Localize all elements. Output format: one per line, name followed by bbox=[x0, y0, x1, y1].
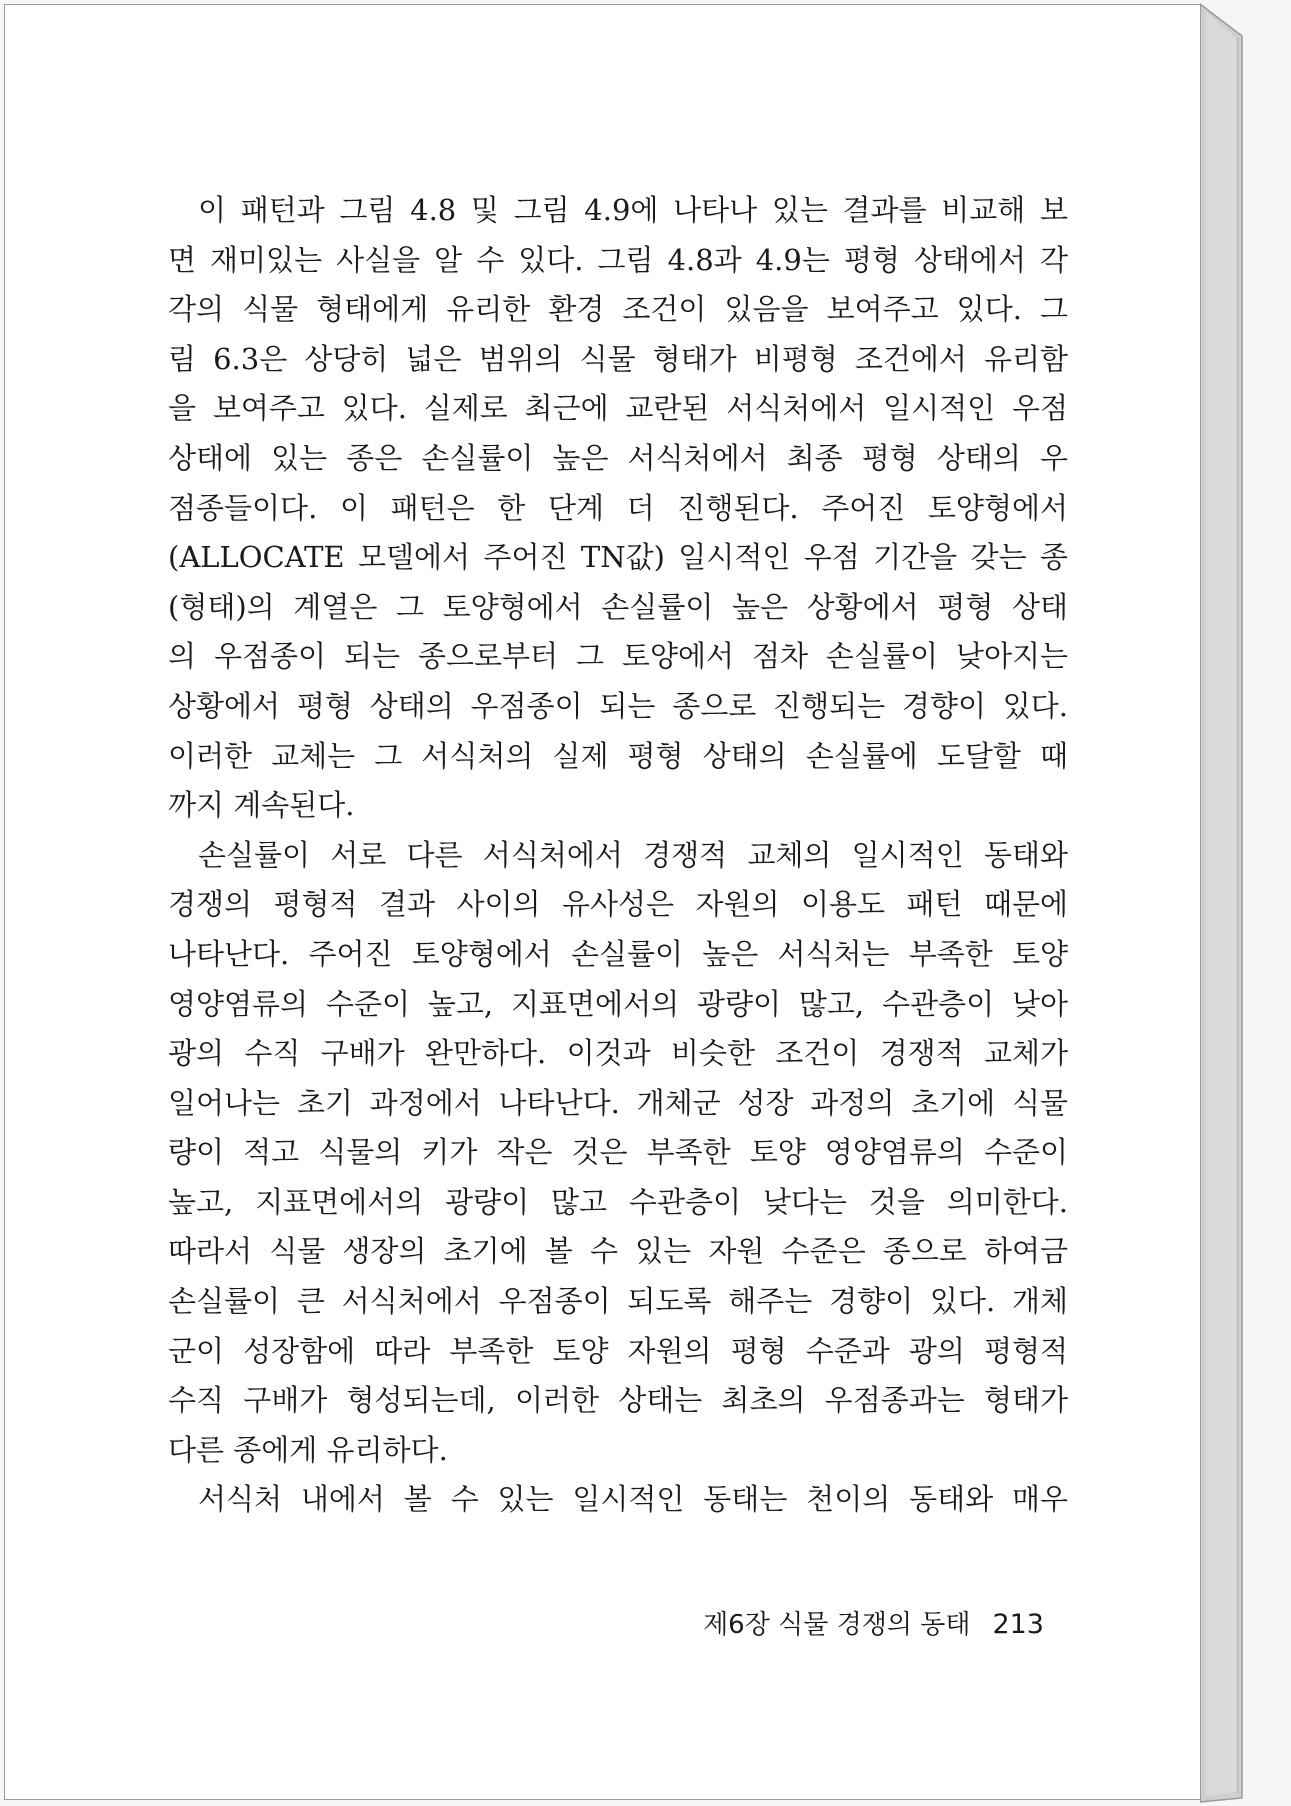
text-line: 다른 종에게 유리하다. bbox=[168, 1432, 448, 1467]
text-line: 이러한 교체는 그 서식처의 실제 평형 상태의 손실률에 도달할 때 bbox=[168, 738, 1068, 773]
text-line: 군이 성장함에 따라 부족한 토양 자원의 평형 수준과 광의 평형적 bbox=[168, 1333, 1068, 1368]
chapter-title: 제6장 식물 경쟁의 동태 bbox=[703, 1610, 971, 1640]
text-line: 높고, 지표면에서의 광량이 많고 수관층이 낮다는 것을 의미한다. bbox=[168, 1184, 1068, 1219]
text-line: 의 우점종이 되는 종으로부터 그 토양에서 점차 손실률이 낮아지는 bbox=[168, 639, 1068, 674]
text-line: 상황에서 평형 상태의 우점종이 되는 종으로 진행되는 경향이 있다. bbox=[168, 688, 1068, 723]
text-line: 광의 수직 구배가 완만하다. 이것과 비슷한 조건이 경쟁적 교체가 bbox=[168, 1036, 1068, 1071]
text-line: 수직 구배가 형성되는데, 이러한 상태는 최초의 우점종과는 형태가 bbox=[168, 1383, 1068, 1418]
text-line: 면 재미있는 사실을 알 수 있다. 그림 4.8과 4.9는 평형 상태에서 각 bbox=[168, 242, 1068, 277]
text-line: 량이 적고 식물의 키가 작은 것은 부족한 토양 영양염류의 수준이 bbox=[168, 1135, 1068, 1170]
page-number: 213 bbox=[992, 1609, 1044, 1640]
text-line: (ALLOCATE 모델에서 주어진 TN값) 일시적인 우점 기간을 갖는 종 bbox=[168, 540, 1068, 575]
text-line: 을 보여주고 있다. 실제로 최근에 교란된 서식처에서 일시적인 우점 bbox=[168, 391, 1068, 426]
text-line: 각의 식물 형태에게 유리한 환경 조건이 있음을 보여주고 있다. 그 bbox=[168, 292, 1068, 327]
text-line: 점종들이다. 이 패턴은 한 단계 더 진행된다. 주어진 토양형에서 bbox=[168, 490, 1068, 525]
text-line: 상태에 있는 종은 손실률이 높은 서식처에서 최종 평형 상태의 우 bbox=[168, 440, 1068, 475]
text-line: 손실률이 큰 서식처에서 우점종이 되도록 해주는 경향이 있다. 개체 bbox=[168, 1284, 1068, 1319]
text-line: 따라서 식물 생장의 초기에 볼 수 있는 자원 수준은 종으로 하여금 bbox=[168, 1234, 1068, 1269]
text-line: 일어나는 초기 과정에서 나타난다. 개체군 성장 과정의 초기에 식물 bbox=[168, 1085, 1068, 1120]
text-line: 서식처 내에서 볼 수 있는 일시적인 동태는 천이의 동태와 매우 bbox=[198, 1482, 1068, 1517]
body-text bbox=[168, 186, 1068, 1525]
text-line: 나타난다. 주어진 토양형에서 손실률이 높은 서식처는 부족한 토양 bbox=[168, 936, 1068, 971]
text-line: 손실률이 서로 다른 서식처에서 경쟁적 교체의 일시적인 동태와 bbox=[198, 837, 1068, 872]
text-line: 림 6.3은 상당히 넓은 범위의 식물 형태가 비평형 조건에서 유리함 bbox=[168, 341, 1068, 376]
text-line: 이 패턴과 그림 4.8 및 그림 4.9에 나타나 있는 결과를 비교해 보 bbox=[198, 193, 1068, 227]
book-edge bbox=[1200, 0, 1244, 1806]
text-line: 경쟁의 평형적 결과 사이의 유사성은 자원의 이용도 패턴 때문에 bbox=[168, 887, 1068, 922]
running-footer bbox=[700, 1604, 1044, 1641]
text-line: (형태)의 계열은 그 토양형에서 손실률이 높은 상황에서 평형 상태 bbox=[168, 589, 1068, 624]
text-line: 영양염류의 수준이 높고, 지표면에서의 광량이 많고, 수관층이 낮아 bbox=[168, 986, 1068, 1021]
text-line: 까지 계속된다. bbox=[168, 788, 355, 823]
